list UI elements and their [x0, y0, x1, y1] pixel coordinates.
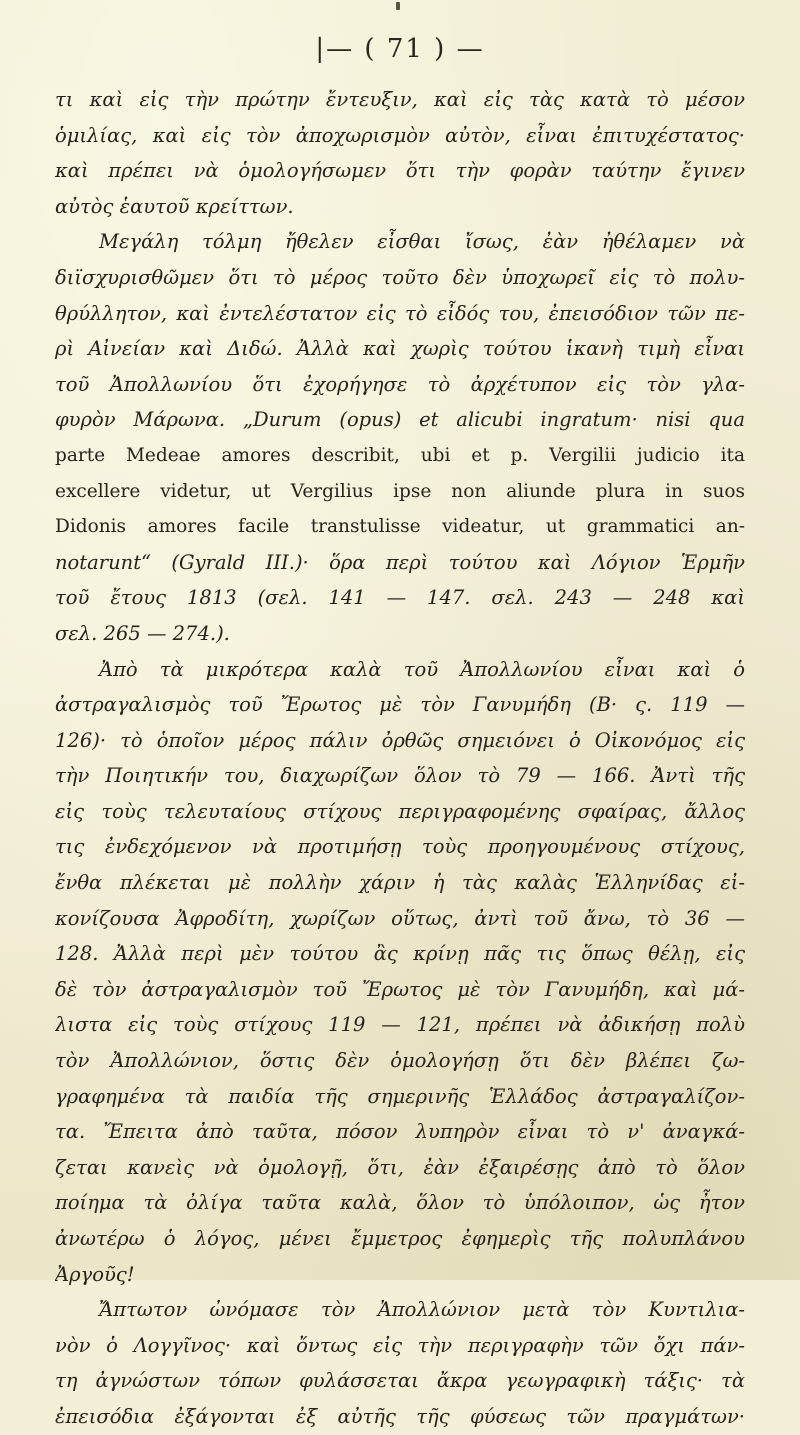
text-line: ὁμιλίας, καὶ εἰς τὸν ἀποχωρισμὸν αὐτὸν, εἶναι ἐπιτυχέστατος· [55, 123, 745, 147]
text-line: θρύλλητον, καὶ ἐντελέστατον εἰς τὸ εἶδός του, ἐπεισόδιον τῶν πε- [55, 301, 745, 325]
text-line: excellere videtur, ut Vergilius ipse non aliunde plura in suos [55, 480, 745, 502]
text-line: γραφημένα τὰ παιδία τῆς σημερινῆς Ἑλλάδος ἀστραγαλίζον- [55, 1084, 745, 1108]
text-line: Ἄπτωτον ὠνόμασε τὸν Ἀπολλώνιον μετὰ τὸν Κυντιλια- [99, 1298, 745, 1322]
text-line: ἐπεισόδια ἐξάγονται ἐξ αὐτῆς τῆς φύσεως τῶν πραγμάτων· [55, 1404, 745, 1428]
text-line: τι καὶ εἰς τὴν πρώτην ἔντευξιν, καὶ εἰς τὰς κατὰ τὸ μέσον [55, 88, 745, 111]
text-line: ποίημα τὰ ὀλίγα ταῦτα καλὰ, ὅλον τὸ ὑπόλοιπον, ὡς ἦτον [55, 1191, 745, 1215]
text-line: ἀστραγαλισμὸς τοῦ Ἔρωτος μὲ τὸν Γανυμήδη (Β· ς. 119 — [55, 693, 745, 717]
text-line: τὴν Ποιητικήν του, διαχωρίζων ὅλον τὸ 79 — 166. Ἀντὶ τῆς [55, 764, 745, 788]
page-number-header: |— ( 71 ) — [315, 34, 485, 64]
text-line: 126)· τὸ ὁποῖον μέρος πάλιν ὀρθῶς σημειόνει ὁ Οἰκονόμος εἰς [55, 728, 745, 752]
page-edge-mark [396, 2, 400, 10]
text-line: τα. Ἔπειτα ἀπὸ ταῦτα, πόσον λυπηρὸν εἶναι τὸ ν' ἀναγκά- [55, 1120, 745, 1144]
text-line: σελ. 265 — 274.). [55, 621, 230, 645]
text-line: 128. Ἀλλὰ περὶ μὲν τούτου ἂς κρίνῃ πᾶς τις ὅπως θέλῃ, εἰς [55, 942, 745, 966]
text-line: Ἀργοῦς! [55, 1262, 135, 1286]
text-line: φυρὸν Μάρωνα. „Durum (opus) et alicubi ingratum· nisi qua [55, 408, 745, 432]
text-line: τοῦ Ἀπολλωνίου ὅτι ἐχορήγησε τὸ ἀρχέτυπον εἰς τὸν γλα- [55, 372, 745, 396]
body-text [55, 82, 745, 1435]
text-line: καὶ πρέπει νὰ ὁμολογήσωμεν ὅτι τὴν φορὰν ταύτην ἔγινεν [55, 159, 745, 183]
text-line: τοῦ ἔτους 1813 (σελ. 141 — 147. σελ. 243 — 248 καὶ [55, 586, 745, 610]
text-line: ρὶ Αἰνείαν καὶ Διδώ. Ἀλλὰ καὶ χωρὶς τούτου ἱκανὴ τιμὴ εἶναι [55, 337, 745, 361]
text-line: Didonis amores facile transtulisse videatur, ut grammatici an- [55, 516, 745, 538]
text-line: parte Medeae amores describit, ubi et p. Vergilii judicio ita [55, 444, 745, 466]
text-line: τὸν Ἀπολλώνιον, ὅστις δὲν ὁμολογήσῃ ὅτι δὲν βλέπει ζω- [55, 1049, 745, 1073]
text-line: κονίζουσα Ἀφροδίτη, χωρίζων οὕτως, ἀντὶ τοῦ ἄνω, τὸ 36 — [55, 906, 745, 930]
text-line: Μεγάλη τόλμη ἤθελεν εἶσθαι ἴσως, ἐὰν ἠθέλαμεν νὰ [99, 230, 745, 254]
text-line: εἰς τοὺς τελευταίους στίχους περιγραφομένης σφαίρας, ἄλλος [55, 799, 745, 823]
text-line: ἔνθα πλέκεται μὲ πολλὴν χάριν ἡ τὰς καλὰς Ἑλληνίδας εἰ- [55, 871, 745, 895]
text-line: διϊσχυρισθῶμεν ὅτι τὸ μέρος τοῦτο δὲν ὑποχωρεῖ εἰς τὸ πολυ- [55, 265, 745, 289]
text-line: ζεται κανεὶς νὰ ὁμολογῇ, ὅτι, ἐὰν ἐξαιρέσῃς ἀπὸ τὸ ὅλον [55, 1155, 745, 1179]
text-line: νὸν ὁ Λογγῖνος· καὶ ὄντως εἰς τὴν περιγραφὴν τῶν ὄχι πάν- [55, 1333, 745, 1357]
text-line: τη ἀγνώστων τόπων φυλάσσεται ἄκρα γεωγραφικὴ τάξις· τὰ [55, 1369, 745, 1393]
text-line: Ἀπὸ τὰ μικρότερα καλὰ τοῦ Ἀπολλωνίου εἶναι καὶ ὁ [99, 657, 745, 681]
text-line: notarunt“ (Gyrald III.)· ὅρα περὶ τούτου καὶ Λόγιον Ἑρμῆν [55, 550, 745, 574]
text-line: δὲ τὸν ἀστραγαλισμὸν τοῦ Ἔρωτος μὲ τὸν Γανυμήδη, καὶ μά- [55, 977, 745, 1001]
text-line: αὐτὸς ἑαυτοῦ κρείττων. [55, 194, 294, 218]
text-line: ἀνωτέρω ὁ λόγος, μένει ἔμμετρος ἐφημερὶς τῆς πολυπλάνου [55, 1227, 745, 1250]
text-line: τις ἐνδεχόμενον νὰ προτιμήσῃ τοὺς προηγουμένους στίχους, [55, 835, 745, 859]
text-line: λιστα εἰς τοὺς στίχους 119 — 121, πρέπει νὰ ἀδικήσῃ πολὺ [55, 1013, 745, 1037]
